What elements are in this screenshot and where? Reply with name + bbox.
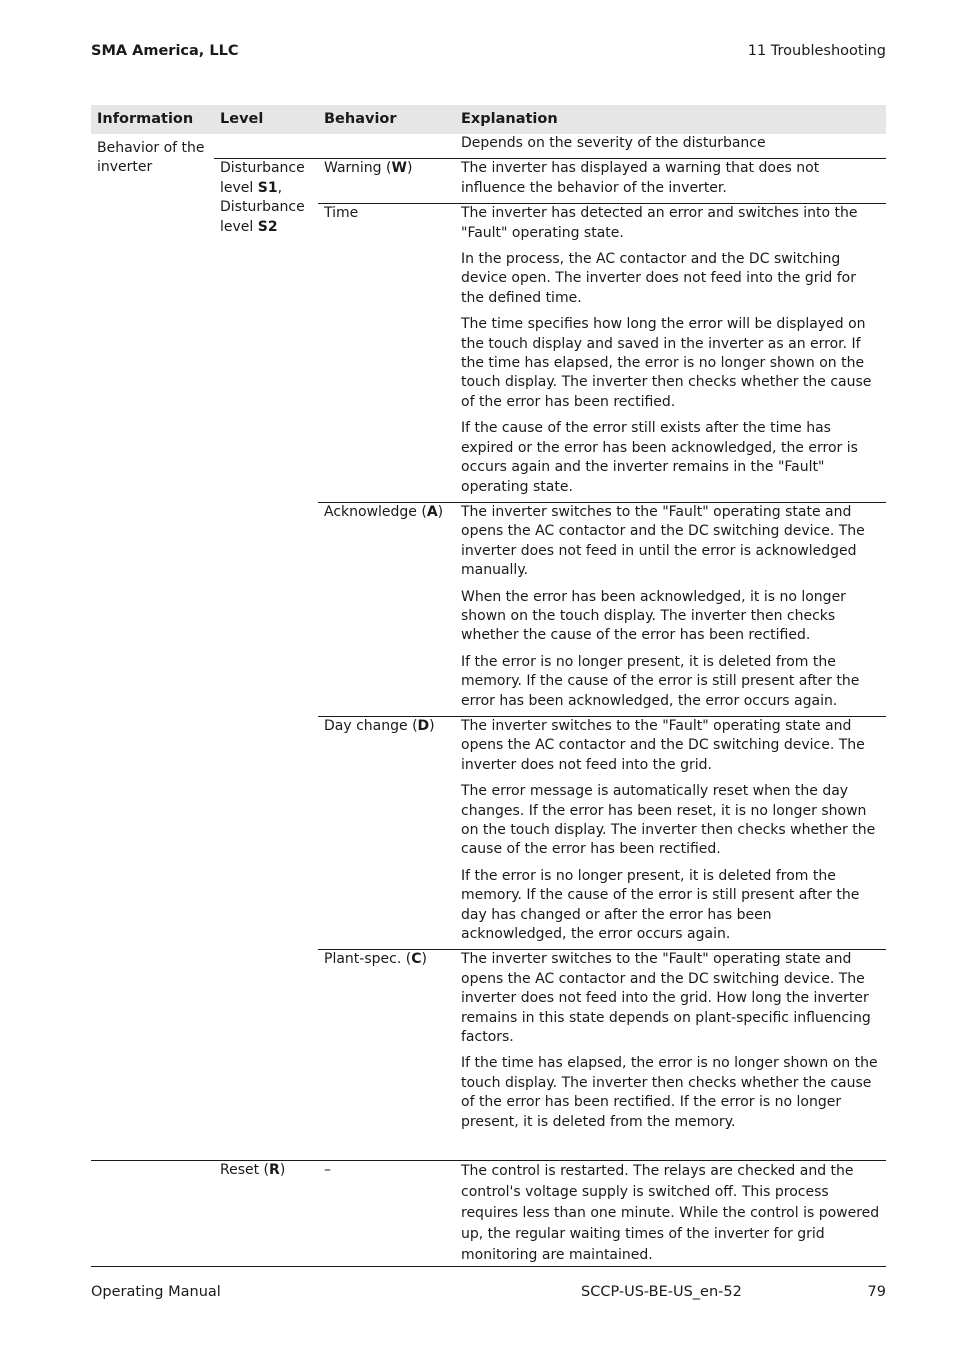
page-header	[91, 43, 886, 59]
table-row	[91, 1161, 886, 1267]
behavior-code: C	[411, 951, 422, 968]
level-cell-reset: Reset (R)	[214, 1161, 318, 1267]
behavior-code: A	[426, 503, 438, 520]
behavior-cell-time: Time	[318, 204, 455, 503]
company-name: SMA America, LLC	[91, 43, 239, 59]
behavior-cell-day-change: Day change (D)	[318, 716, 455, 949]
table-header-row	[91, 105, 886, 134]
table-row	[91, 134, 886, 159]
depends-text: Depends on the severity of the disturbance	[461, 135, 766, 151]
manual-title: Operating Manual	[91, 1284, 221, 1300]
explanation-paragraph: The inverter switches to the "Fault" operating state and opens the AC contactor and the DC switching device. The inverter does not feed into the grid. How long the inverter remains in this state depends on plant-specific influencing factors.	[461, 951, 871, 1046]
page-number: 79	[867, 1284, 886, 1300]
level-cell-empty	[214, 134, 318, 159]
behavior-code: W	[391, 160, 407, 177]
behavior-cell-acknowledge: Acknowledge (A)	[318, 502, 455, 716]
column-header-information: Information	[91, 105, 214, 134]
level-code-s2: S2	[257, 218, 278, 235]
behavior-cell-warning: Warning (W)	[318, 159, 455, 204]
explanation-paragraph: If the error is no longer present, it is deleted from the memory. If the cause of the error is still present after the error has been acknowledged, the error occurs again.	[461, 653, 860, 709]
behavior-code: D	[417, 717, 430, 734]
explanation-paragraph: The time specifies how long the error will be displayed on the touch display and saved in the inverter as an error. If the time has elapsed, the error is no longer shown on the touch display. The inverter then checks whether the cause of the error has been rectified.	[461, 316, 872, 410]
explanation-paragraph: The inverter switches to the "Fault" operating state and opens the AC contactor and the DC switching device. The inverter does not feed in until the error is acknowledged manually.	[461, 503, 865, 579]
information-cell: Behavior of the inverter	[97, 140, 205, 176]
explanation-paragraph: If the time has elapsed, the error is no longer shown on the touch display. The inverter then checks whether the cause of the error has been rectified. If the error is no longer present, it is deleted from the memory.	[461, 1055, 878, 1130]
page-footer	[91, 1284, 886, 1304]
explanation-cell	[455, 716, 886, 949]
explanation-paragraph: The error message is automatically reset when the day changes. If the error has been reset, it is no longer shown on the touch display. The inverter then checks whether the cause of the error has been rectified.	[461, 783, 876, 858]
level-code-s1: S1	[257, 179, 278, 196]
explanation-paragraph: If the cause of the error still exists after the time has expired or the error has been acknowledged, the error is occurs again and the inverter remains in the "Fault" operating state.	[461, 420, 858, 495]
explanation-paragraph: The inverter switches to the "Fault" operating state and opens the AC contactor and the DC switching device. The inverter does not feed into the grid.	[461, 717, 865, 773]
explanation-paragraph: If the error is no longer present, it is deleted from the memory. If the cause of the error is still present after the day has changed or after the error has been acknowledged, the error occurs again.	[461, 867, 860, 943]
disturbance-level-cell: Disturbance level S1, Disturbance level S2	[214, 159, 318, 1160]
section-title: 11 Troubleshooting	[747, 43, 886, 59]
information-cell-empty	[91, 1161, 214, 1267]
explanation-cell	[455, 134, 886, 159]
column-header-behavior: Behavior	[318, 105, 455, 134]
document-code: SCCP-US-BE-US_en-52	[581, 1284, 742, 1300]
explanation-paragraph: In the process, the AC contactor and the DC switching device open. The inverter does not feed into the grid for the defined time.	[461, 251, 856, 306]
behavior-cell-plant-spec: Plant-spec. (C)	[318, 950, 455, 1160]
explanation-paragraph: The inverter has displayed a warning that does not influence the behavior of the inverter.	[461, 160, 820, 196]
explanation-paragraph: The inverter has detected an error and switches into the "Fault" operating state.	[461, 205, 858, 241]
behavior-cell-dash: –	[318, 1161, 455, 1267]
column-header-explanation: Explanation	[455, 105, 886, 134]
explanation-cell	[455, 950, 886, 1160]
column-header-level: Level	[214, 105, 318, 134]
explanation-paragraph: When the error has been acknowledged, it is no longer shown on the touch display. The inverter then checks whether the cause of the error has been rectified.	[461, 588, 846, 644]
explanation-cell	[455, 159, 886, 204]
explanation-cell	[455, 502, 886, 716]
explanation-cell	[455, 204, 886, 503]
behavior-table	[91, 105, 886, 1267]
level-code-r: R	[269, 1162, 280, 1179]
behavior-cell-empty	[318, 134, 455, 159]
explanation-cell-reset: The control is restarted. The relays are checked and the control's voltage supply is switched off. This process requires less than one minute. While the control is powered up, the regular waiting times of the inverter for grid monitoring are maintained.	[455, 1161, 886, 1267]
